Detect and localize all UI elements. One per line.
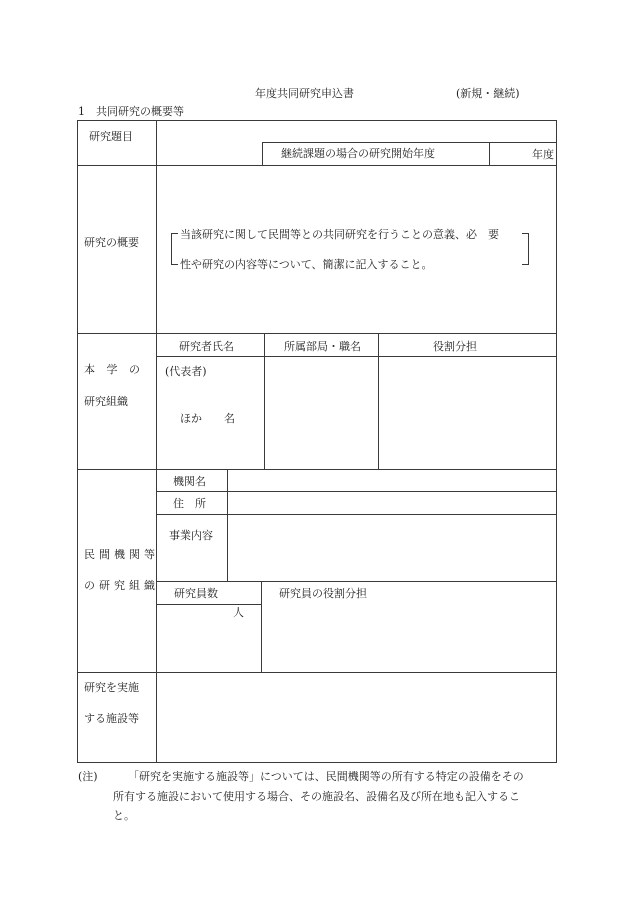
- start-year-field[interactable]: [490, 143, 530, 165]
- private-org-label-1: 民間機関等: [84, 548, 159, 561]
- staff-role-field[interactable]: [262, 600, 556, 672]
- note-line-2: 所有する施設において使用する場合、その施設名、設備名及び所在地も記入するこ: [113, 790, 520, 803]
- address-label: 住 所: [173, 497, 206, 510]
- note-line-1: 「研究を実施する施設等」については、民間機関等の所有する特定の設備をその: [128, 770, 524, 783]
- application-type: (新規・継続): [456, 87, 520, 100]
- facility-label-1: 研究を実施: [84, 681, 139, 694]
- note-line-3: と。: [113, 809, 135, 822]
- form-title: 年度共同研究申込書: [255, 87, 354, 100]
- overview-field[interactable]: [157, 166, 556, 333]
- section-heading: 1 共同研究の概要等: [78, 105, 184, 118]
- facility-label-2: する施設等: [84, 712, 139, 725]
- address-field[interactable]: [228, 492, 556, 514]
- staff-count-label: 研究員数: [174, 587, 218, 600]
- university-org-label-1: 本 学 の: [84, 363, 144, 376]
- org-name-label: 機関名: [173, 475, 206, 488]
- left-bracket: [171, 233, 178, 265]
- col-researcher-name: 研究者氏名: [179, 340, 234, 353]
- note-marker: (注): [78, 770, 98, 783]
- continuation-start-label: 継続課題の場合の研究開始年度: [281, 147, 435, 160]
- facility-field[interactable]: [157, 673, 556, 762]
- private-org-label-2: の研究組織: [84, 579, 159, 592]
- right-bracket: [522, 233, 529, 265]
- overview-label: 研究の概要: [84, 236, 139, 249]
- role-field[interactable]: [379, 357, 556, 469]
- research-title-field[interactable]: [157, 121, 556, 142]
- staff-role-label: 研究員の役割分担: [279, 587, 367, 600]
- department-field[interactable]: [265, 357, 378, 469]
- overview-instruction-1: 当該研究に関して民間等との共同研究を行うことの意義、必 要: [180, 228, 499, 241]
- business-field[interactable]: [228, 515, 556, 581]
- org-name-field[interactable]: [228, 470, 556, 491]
- research-title-label: 研究題目: [89, 130, 133, 143]
- overview-instruction-2: 性や研究の内容等について、簡潔に記入すること。: [180, 258, 433, 271]
- others-count-label: ほか 名: [180, 412, 235, 425]
- col-role: 役割分担: [433, 340, 477, 353]
- representative-label: (代表者): [165, 365, 207, 378]
- col-department: 所属部局・職名: [284, 340, 361, 353]
- person-unit: 人: [233, 606, 244, 619]
- staff-count-field[interactable]: [157, 605, 261, 672]
- year-suffix: 年度: [532, 148, 554, 161]
- university-org-label-2: 研究組織: [84, 395, 128, 408]
- business-label: 事業内容: [169, 529, 213, 542]
- researcher-name-field[interactable]: [157, 357, 264, 469]
